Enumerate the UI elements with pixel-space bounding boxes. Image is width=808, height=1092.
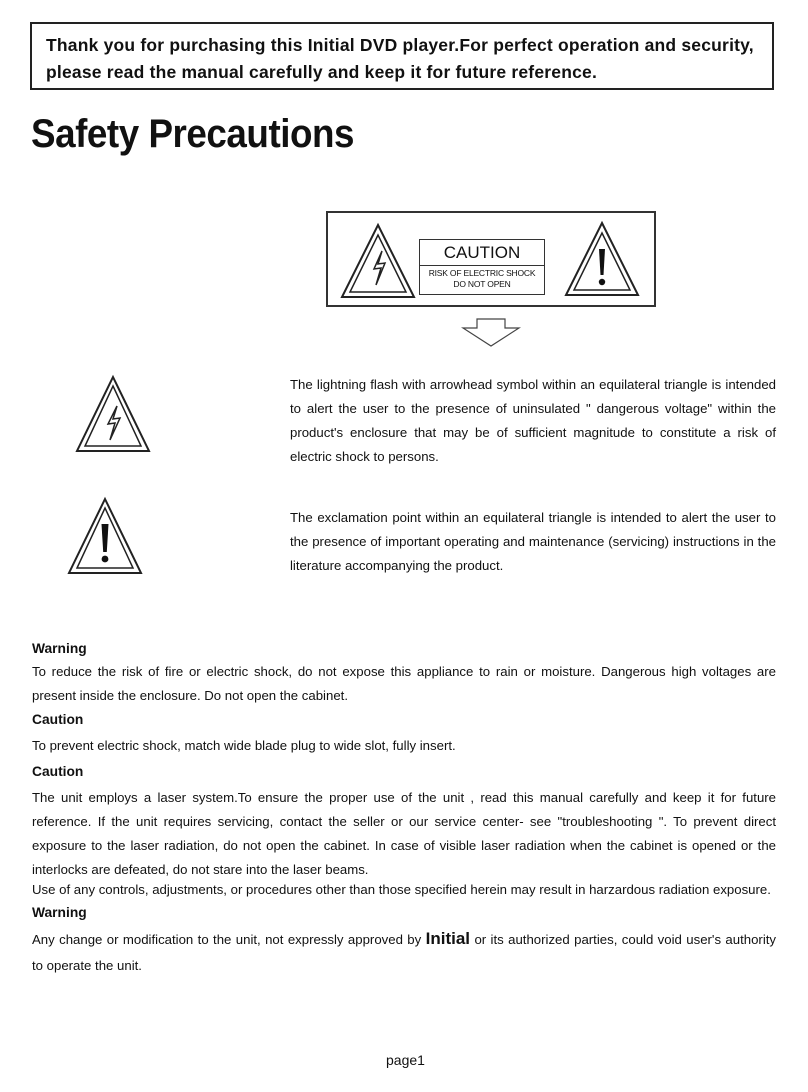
caution-laser-text-controls: Use of any controls, adjustments, or procedures other than those specified herein may result in harzardous radiation exposure. (32, 882, 771, 897)
caution-text-box (419, 239, 545, 295)
warning-heading: Warning (32, 641, 87, 656)
intro-notice-text: Thank you for purchasing this Initial DVD player.For perfect operation and security, please read the manual carefully and keep it for future reference. (46, 35, 754, 82)
caution-word: CAUTION (443, 243, 521, 262)
exclamation-symbol-description: The exclamation point within an equilateral triangle is intended to alert the user to the presence of important operating and maintenance (servicing) instructions in the literature accompanying the product. (290, 510, 776, 573)
warning-modification-heading: Warning (32, 905, 87, 920)
warning-modification-text (32, 926, 776, 979)
exclamation-symbol-icon (66, 496, 144, 576)
caution-label (326, 211, 656, 307)
caution-open-line: DO NOT OPEN (453, 279, 511, 289)
caution-laser-text: The unit employs a laser system.To ensure the proper use of the unit , read this manual carefully and keep it for future reference. If the unit requires servicing, contact the seller or our service center- see "troubleshooting ". To prevent direct exposure to the laser radiation, do not open the cabinet. In case of visible laser radiation when the cabinet is opened or the interlocks are defeated, do not stare into the laser beams. (32, 790, 776, 877)
caution-laser-heading: Caution (32, 764, 84, 779)
lightning-symbol-description: The lightning flash with arrowhead symbol within an equilateral triangle is intended to alert the user to the presence of uninsulated " dangerous voltage" within the product's enclosure that may be of sufficient magnitude to constitute a risk of electric shock to persons. (290, 377, 776, 464)
page-title: Safety Precautions (31, 112, 355, 156)
caution-risk-line: RISK OF ELECTRIC SHOCK (428, 268, 536, 278)
warning-modification-text-before: Any change or modification to the unit, not expressly approved by (32, 932, 426, 947)
caution-text: To prevent electric shock, match wide blade plug to wide slot, fully insert. (32, 738, 456, 753)
caution-heading: Caution (32, 712, 84, 727)
lightning-triangle-icon (338, 221, 418, 301)
warning-modification-text-after: or its authorized parties, could void user's authority to operate the unit. (32, 932, 777, 973)
exclamation-triangle-icon (562, 219, 642, 299)
intro-notice-box (30, 22, 774, 90)
page-number: page1 (386, 1052, 425, 1068)
brand-name: Initial (425, 929, 471, 948)
caution-divider (420, 265, 544, 266)
warning-text: To reduce the risk of fire or electric shock, do not expose this appliance to rain or moisture. Dangerous high voltages are present inside the enclosure. Do not open the cabinet. (32, 664, 776, 703)
lightning-symbol-icon (74, 374, 152, 454)
down-arrow-icon (461, 318, 521, 348)
